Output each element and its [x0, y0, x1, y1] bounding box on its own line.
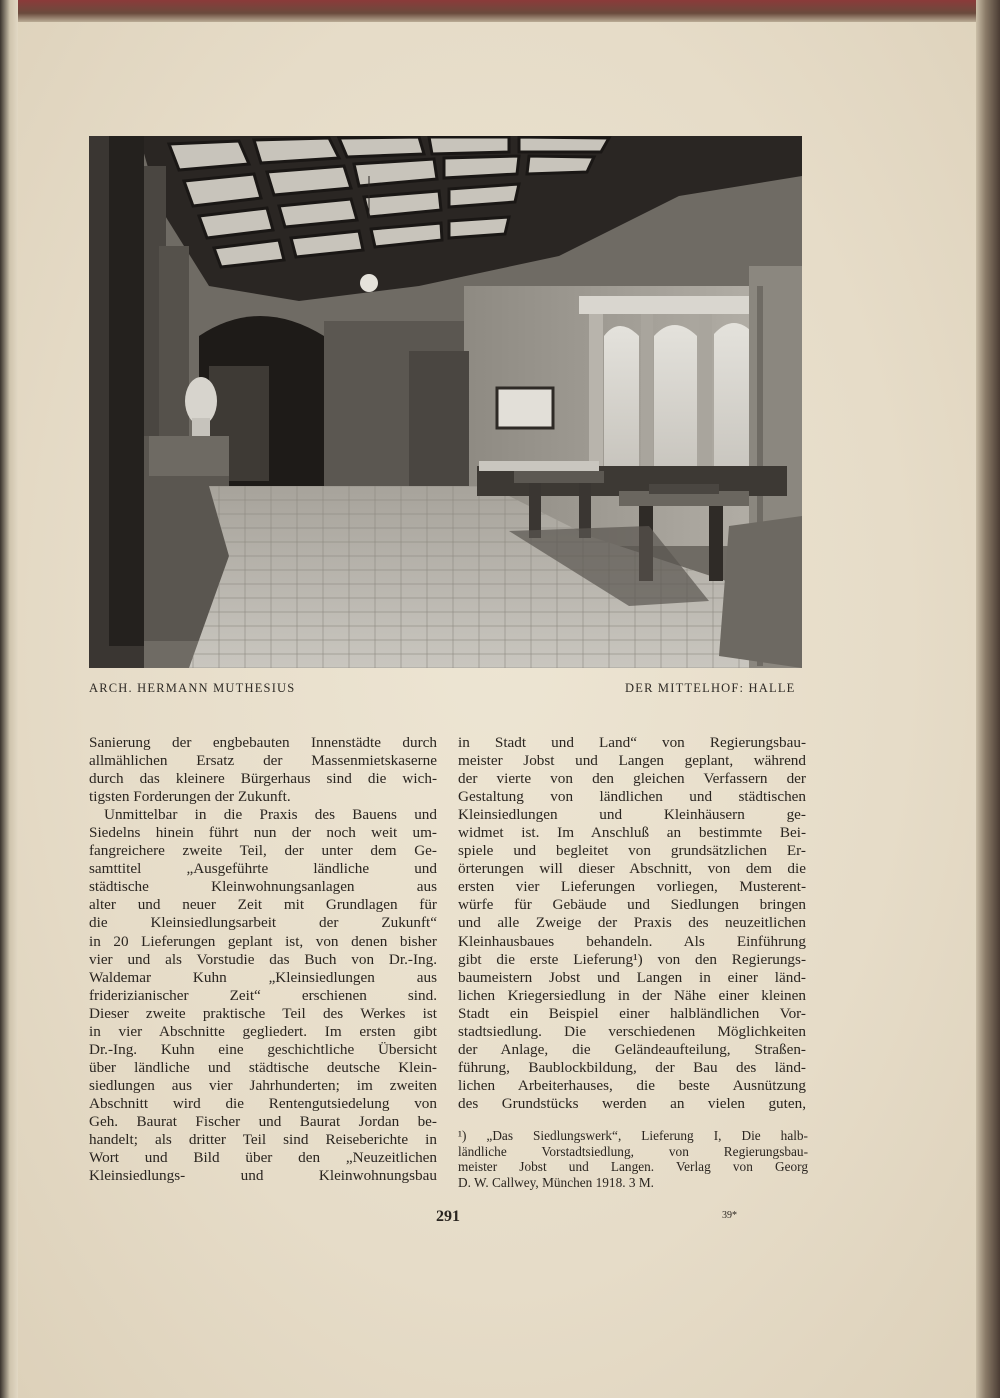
- text-line: alter und neuer Zeit mit Grundlagen für: [89, 896, 437, 914]
- text-line: Siedelns hinein führt nun der noch weit um-: [89, 824, 437, 842]
- text-line: siedlungen aus vier Jahrhunderten; im zweiten: [89, 1076, 437, 1094]
- text-line: Stadt ein Beispiel einer halbländlichen Vor-: [458, 1004, 806, 1022]
- text-line: vier und als Vorstudie das Buch von Dr.-Ing.: [89, 950, 437, 968]
- footnote-line: D. W. Callwey, München 1918. 3 M.: [458, 1174, 654, 1190]
- footnote-line: meister Jobst und Langen. Verlag von Georg: [458, 1159, 808, 1174]
- text-line: meister Jobst und Langen geplant, während: [458, 752, 806, 770]
- text-line: durch das kleinere Bürgerhaus sind die wich-: [89, 770, 437, 788]
- text-line: Kleinsiedlungen und Kleinhäusern ge-: [458, 806, 806, 824]
- text-line: in 20 Lieferungen geplant ist, von denen bisher: [89, 932, 437, 950]
- text-line: Kleinhausbaues behandeln. Als Einführung: [458, 932, 806, 950]
- text-line: würfe für Gebäude und Siedlungen bringen: [458, 896, 806, 914]
- text-line: der Anlage, die Geländeaufteilung, Straßen-: [458, 1040, 806, 1058]
- text-line: und alle Zweige der Praxis des neuzeitlichen: [458, 914, 806, 932]
- book-spine-edge: [976, 0, 1000, 1398]
- text-line: lichen Arbeiterhauses, die beste Ausnützung: [458, 1076, 806, 1094]
- footnote: [458, 1128, 808, 1190]
- text-line: widmet ist. Im Anschluß an bestimmte Bei-: [458, 824, 806, 842]
- text-line: handelt; als dritter Teil sind Reiseberichte in: [89, 1131, 437, 1149]
- text-line: Wort und Bild über den „Neuzeitlichen: [89, 1149, 437, 1167]
- footnote-line: ländliche Vorstadtsiedlung, von Regierungsbau-: [458, 1143, 808, 1159]
- text-line: friderizianischer Zeit“ erschienen sind.: [89, 986, 437, 1004]
- hall-photograph: [89, 136, 802, 668]
- text-line: baumeistern Jobst und Langen in einer länd-: [458, 968, 806, 986]
- photo-caption-architect: ARCH. HERMANN MUTHESIUS: [89, 681, 296, 695]
- facing-page-edge: [0, 0, 18, 1398]
- book-top-edge: [0, 0, 1000, 22]
- text-line: spiele und begleitet von grundsätzlichen Er-: [458, 842, 806, 860]
- text-line: über ländliche und städtische deutsche Klein-: [89, 1058, 437, 1076]
- text-line: samttitel „Ausgeführte ländliche und: [89, 860, 437, 878]
- text-line: die Kleinsiedlungsarbeit der Zukunft“: [89, 914, 437, 932]
- text-line: örterungen will dieser Abschnitt, von dem die: [458, 860, 806, 878]
- body-text-column-left: [89, 734, 437, 1185]
- text-line: fangreichere zweite Teil, der unter dem Ge-: [89, 842, 437, 860]
- text-line: Abschnitt wird die Rentengutsiedelung von: [89, 1094, 437, 1112]
- text-line: Dieser zweite praktische Teil des Werkes ist: [89, 1004, 437, 1022]
- text-line: in vier Abschnitte gegliedert. Im ersten gibt: [89, 1022, 437, 1040]
- text-line: Sanierung der engbebauten Innenstädte durch: [89, 734, 437, 751]
- photo-plate-hall-interior: [89, 136, 802, 668]
- text-line: Geh. Baurat Fischer und Baurat Jordan be-: [89, 1112, 437, 1130]
- text-line: in Stadt und Land“ von Regierungsbau-: [458, 734, 806, 751]
- text-line: allmählichen Ersatz der Massenmietskaserne: [89, 752, 437, 770]
- text-line: Dr.-Ing. Kuhn eine geschichtliche Übersicht: [89, 1040, 437, 1058]
- footnote-line: ¹) „Das Siedlungswerk“, Lieferung I, Die halb-: [458, 1128, 808, 1143]
- body-text-column-right: [458, 734, 806, 1113]
- text-line: führung, Baublockbildung, der Bau des länd-: [458, 1058, 806, 1076]
- page-number: 291: [436, 1208, 460, 1225]
- text-line: gibt die erste Lieferung¹) von den Regierungs-: [458, 950, 806, 968]
- text-line: Kleinsiedlungs- und Kleinwohnungsbau: [89, 1167, 437, 1185]
- signature-mark: 39*: [722, 1210, 737, 1221]
- text-line: ersten vier Lieferungen vorliegen, Musterent-: [458, 878, 806, 896]
- text-line: des Grundstücks werden an vielen guten,: [458, 1094, 806, 1112]
- text-line: Unmittelbar in die Praxis des Bauens und: [104, 806, 437, 824]
- text-line: städtische Kleinwohnungsanlagen aus: [89, 878, 437, 896]
- text-line: Gestaltung von ländlichen und städtischen: [458, 788, 806, 806]
- text-line: stadtsiedlung. Die verschiedenen Möglichkeiten: [458, 1022, 806, 1040]
- text-line: tigsten Forderungen der Zukunft.: [89, 788, 291, 806]
- text-line: der vierte von den gleichen Verfassern der: [458, 770, 806, 788]
- photo-caption-title: DER MITTELHOF: HALLE: [625, 681, 796, 695]
- text-line: lichen Kriegersiedlung in der Nähe einer kleinen: [458, 986, 806, 1004]
- text-line: Waldemar Kuhn „Kleinsiedlungen aus: [89, 968, 437, 986]
